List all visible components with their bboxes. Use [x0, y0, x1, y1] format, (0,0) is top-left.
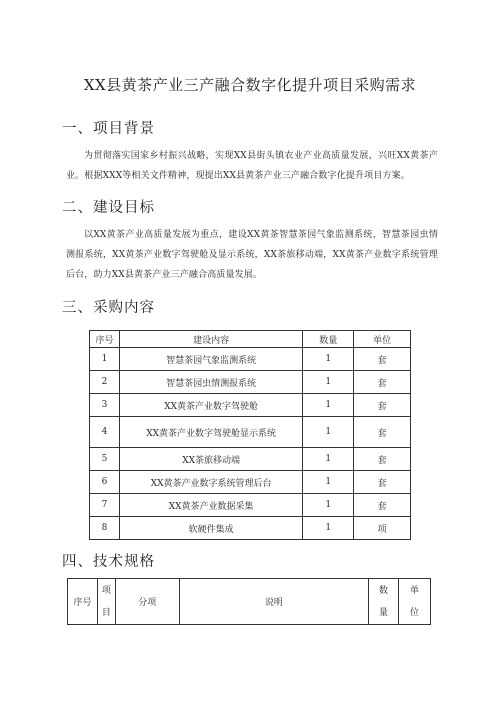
specs-header-row: [68, 579, 431, 625]
table-row: [90, 371, 411, 394]
document-title: XX县黄茶产业三产融合数字化提升项目采购需求: [83, 76, 417, 94]
row-index: 6: [90, 471, 120, 494]
row-content: XX黄茶产业数字驾驶舱显示系统: [119, 417, 302, 448]
table-row: [90, 471, 411, 494]
header-cell: [399, 579, 431, 625]
header-cell-text: 项目: [101, 585, 111, 618]
section-heading-specs: 四、技术规格: [62, 554, 155, 570]
row-content: 智慧茶园气象监测系统: [119, 348, 302, 371]
procurement-header-row: [90, 331, 411, 348]
table-row: [90, 348, 411, 371]
header-cell: 说明: [179, 579, 368, 625]
row-index: 3: [90, 394, 120, 417]
row-index: 7: [90, 494, 120, 517]
row-index: 5: [90, 448, 120, 471]
row-unit: 套: [354, 348, 411, 371]
header-cell: [369, 579, 399, 625]
row-quantity: 1: [303, 471, 354, 494]
header-cell: 分项: [115, 579, 179, 625]
row-index: 4: [90, 417, 120, 448]
row-quantity: 1: [303, 417, 354, 448]
table-row: [90, 517, 411, 540]
header-cell: 序号: [90, 331, 120, 348]
section-heading-background: 一、项目背景: [62, 121, 155, 137]
row-content: 软硬件集成: [119, 517, 302, 540]
header-cell-text: 数量: [379, 585, 389, 618]
row-content: 智慧茶园虫情测报系统: [119, 371, 302, 394]
row-content: XX黄茶产业数字系统管理后台: [119, 471, 302, 494]
header-cell: 单位: [354, 331, 411, 348]
goals-paragraph: 以XX黄茶产业高质量发展为重点，建设XX黄茶智慧茶园气象监测系统，智慧茶园虫情测报系统，XX黄茶产业数字驾驶舱及显示系统，XX茶旅移动端，XX黄茶产业数字系统管理后台，助力XX县黄茶产业三产融合高质量发展。: [66, 230, 438, 280]
section-heading-procurement: 三、采购内容: [62, 300, 155, 316]
row-unit: 套: [354, 394, 411, 417]
table-row: [90, 394, 411, 417]
procurement-table: [89, 330, 411, 540]
header-cell-text: 单位: [409, 585, 419, 618]
row-quantity: 1: [303, 517, 354, 540]
table-row: [90, 448, 411, 471]
row-index: 1: [90, 348, 120, 371]
row-index: 2: [90, 371, 120, 394]
row-quantity: 1: [303, 494, 354, 517]
row-content: XX茶旅移动端: [119, 448, 302, 471]
header-cell: 建设内容: [119, 331, 302, 348]
row-unit: 项: [354, 517, 411, 540]
row-unit: 套: [354, 371, 411, 394]
row-content: XX黄茶产业数据采集: [119, 494, 302, 517]
header-cell: 数量: [303, 331, 354, 348]
row-content: XX黄茶产业数字驾驶舱: [119, 394, 302, 417]
specs-table: [67, 578, 431, 625]
row-unit: 套: [354, 471, 411, 494]
row-quantity: 1: [303, 371, 354, 394]
header-cell: 序号: [68, 579, 98, 625]
background-paragraph: 为贯彻落实国家乡村振兴战略，实现XX县街头镇农业产业高质量发展，兴旺XX黄茶产业。根据XXX等相关文件精神，现提出XX县黄茶产业三产融合数字化提升项目方案。: [66, 151, 438, 181]
table-row: [90, 417, 411, 448]
row-index: 8: [90, 517, 120, 540]
row-unit: 套: [354, 417, 411, 448]
row-quantity: 1: [303, 448, 354, 471]
row-unit: 套: [354, 448, 411, 471]
row-unit: 套: [354, 494, 411, 517]
table-row: [90, 494, 411, 517]
section-heading-goals: 二、建设目标: [62, 200, 155, 216]
row-quantity: 1: [303, 348, 354, 371]
row-quantity: 1: [303, 394, 354, 417]
header-cell: [97, 579, 115, 625]
